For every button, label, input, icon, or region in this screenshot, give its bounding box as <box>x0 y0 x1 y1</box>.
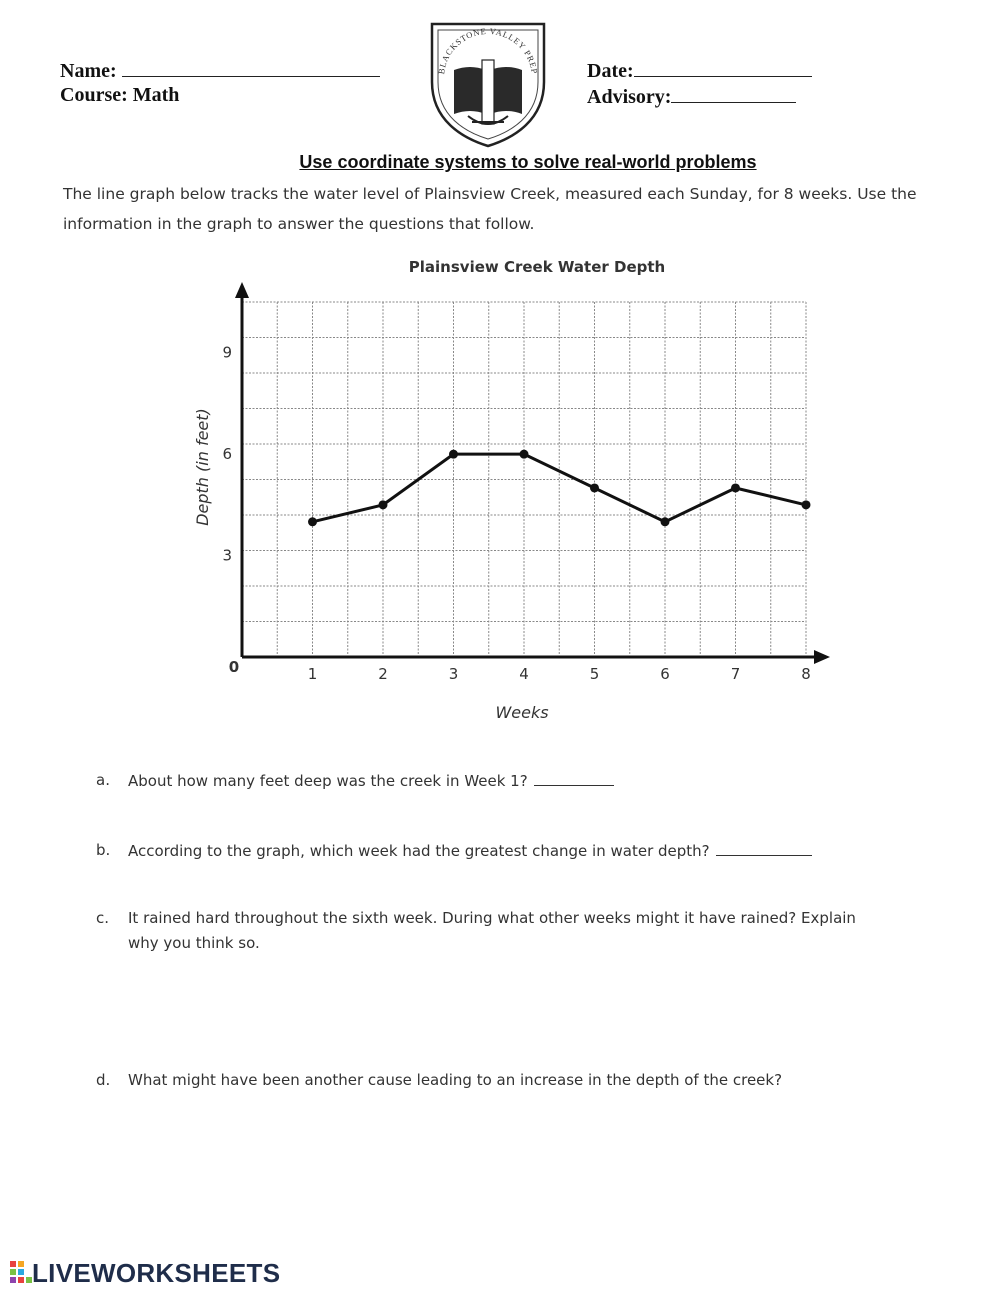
data-point <box>802 500 811 509</box>
advisory-label: Advisory: <box>587 86 672 108</box>
advisory-blank[interactable] <box>671 84 796 103</box>
x-tick-label: 3 <box>448 665 459 683</box>
answer-b-blank[interactable] <box>716 841 812 856</box>
question-c-text-2: why you think so. <box>128 934 260 952</box>
x-tick-label: 6 <box>660 665 670 683</box>
line-chart <box>0 245 1000 735</box>
intro-line-1: The line graph below tracks the water level of Plainsview Creek, measured each Sunday, for 8 weeks. Use the <box>63 185 917 203</box>
question-b-letter: b. <box>96 841 111 859</box>
y-axis-label: Depth (in feet) <box>193 408 212 526</box>
data-point <box>661 517 670 526</box>
liveworksheets-blocks-icon <box>10 1261 32 1285</box>
y-tick-label: 3 <box>222 546 232 565</box>
chart-axes <box>235 282 830 664</box>
x-axis-arrow <box>814 650 830 664</box>
date-label: Date: <box>587 60 634 82</box>
chart-title: Plainsview Creek Water Depth <box>408 258 666 276</box>
x-tick-label: 1 <box>307 665 318 683</box>
x-tick-label: 4 <box>519 665 529 683</box>
date-blank[interactable] <box>634 58 812 77</box>
question-a-letter: a. <box>96 771 110 789</box>
y-tick-label: 9 <box>222 343 232 362</box>
chart-grid <box>242 302 806 657</box>
question-c-text-1: It rained hard throughout the sixth week. During what other weeks might it have rained? Explain <box>128 909 856 927</box>
worksheet-title: Use coordinate systems to solve real-world problems <box>299 152 757 172</box>
x-tick-label: 8 <box>801 665 811 683</box>
liveworksheets-logo[interactable] <box>10 1258 280 1288</box>
question-c-letter: c. <box>96 909 110 927</box>
data-point <box>590 483 599 492</box>
school-crest-icon <box>428 20 548 150</box>
name-blank[interactable] <box>122 58 380 77</box>
date-field <box>587 58 812 83</box>
name-field <box>60 58 380 83</box>
y-axis-arrow <box>235 282 249 298</box>
x-tick-label: 0 <box>228 658 240 676</box>
x-tick-label: 5 <box>589 665 600 683</box>
data-point <box>520 450 529 459</box>
data-point <box>379 500 388 509</box>
advisory-field <box>587 84 796 109</box>
question-d-text: What might have been another cause leading to an increase in the depth of the creek? <box>128 1071 783 1089</box>
answer-a-blank[interactable] <box>534 771 614 786</box>
x-tick-label: 2 <box>378 665 388 683</box>
liveworksheets-brand: LIVEWORKSHEETS <box>32 1257 281 1288</box>
question-b-text: According to the graph, which week had the greatest change in water depth? <box>128 842 710 860</box>
question-d-letter: d. <box>96 1071 111 1089</box>
y-tick-label: 6 <box>222 445 232 464</box>
question-a-text: About how many feet deep was the creek in Week 1? <box>128 772 528 790</box>
intro-line-2: information in the graph to answer the questions that follow. <box>63 215 535 233</box>
data-point <box>308 517 317 526</box>
data-point <box>449 450 458 459</box>
data-point <box>731 483 740 492</box>
course-label: Course: Math <box>60 84 180 106</box>
x-tick-label: 7 <box>730 665 741 683</box>
chart-ticks <box>222 344 810 683</box>
svg-text:BLACKSTONE VALLEY PREP: BLACKSTONE VALLEY PREP <box>436 25 540 75</box>
x-axis-label: Weeks <box>495 703 549 722</box>
name-label: Name: <box>60 60 117 82</box>
